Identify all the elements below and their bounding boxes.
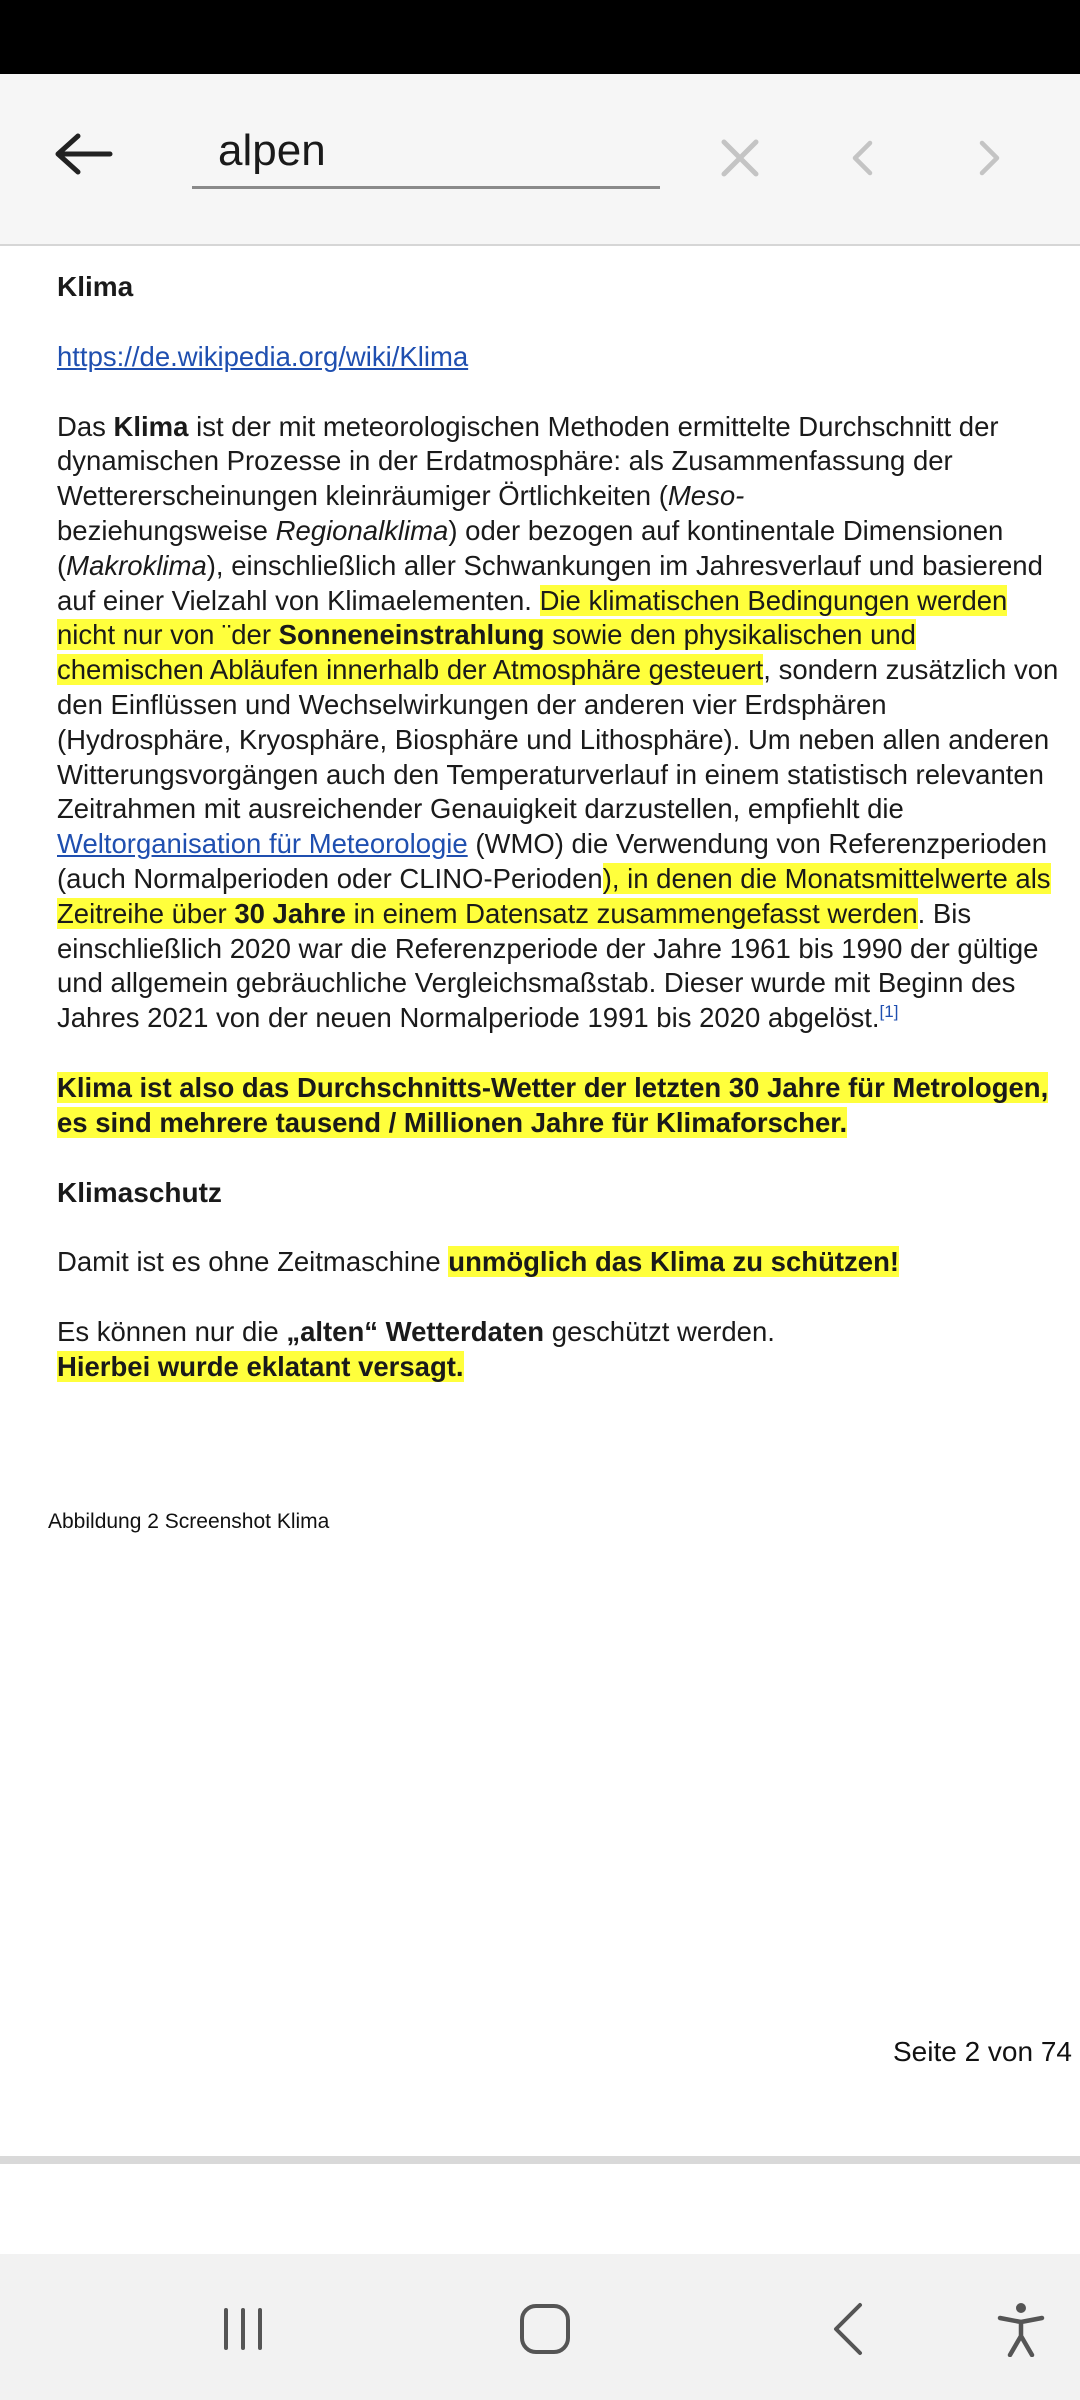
recent-apps-icon — [218, 2304, 268, 2354]
recent-apps-button[interactable] — [188, 2274, 298, 2384]
chevron-right-icon — [978, 140, 1002, 176]
clear-search-button[interactable] — [700, 118, 780, 198]
next-page-area — [0, 2164, 1080, 2254]
home-button[interactable] — [490, 2274, 600, 2384]
home-icon — [517, 2301, 573, 2357]
highlight: in einem Datensatz zusammengefasst werden — [345, 897, 918, 929]
document-page — [0, 246, 1080, 2156]
klima-paragraph: Das Klima ist der mit meteorologischen Methoden ermittelte Durchschnitt der dynamischen Prozesse in der Erdatmosphäre: als Zusammenfassung der Wettererscheinungen kleinräumiger Örtlichkeiten (Meso- beziehungsweise Regionalklima) oder bezogen auf kontinentale Dimensionen (Makroklima), einschließlich aller Schwankungen im Jahresverlauf und basierend auf einer Vielzahl von Klimaelementen. Die klimatischen Bedingungen werden nicht nur von ¨der Sonneneinstrahlung sowie den physikalischen und chemischen Abläufen innerhalb der Atmosphäre gesteuert, sondern zusätzlich von den Einflüssen und Wechselwirkungen der anderen vier Erdsphären (Hydrosphäre, Kryosphäre, Biosphäre und Lithosphäre). Um neben allen anderen Witterungsvorgängen auch den Temperaturverlauf in einem statistisch relevanten Zeitrahmen mit ausreichender Genauigkeit darzustellen, empfiehlt die Weltorganisation für Meteorologie (WMO) die Verwendung von Referenzperioden (auch Normalperioden oder CLINO-Perioden), in denen die Monatsmittelwerte als Zeitreihe über 30 Jahre in einem Datensatz zusammengefasst werden. Bis einschließlich 2020 war die Referenzperiode der Jahre 1961 bis 1990 der gültige und allgemein gebräuchliche Vergleichsmaßstab. Dieser wurde mit Beginn des Jahres 2021 von der neuen Normalperiode 1991 bis 2020 abgelöst.[1] — [57, 410, 1059, 1034]
highlight: sowie den physikalischen und chemischen Abläufen innerhalb der Atmosphäre gesteuert — [57, 619, 916, 686]
wetterdaten-paragraph: Es können nur die „alten“ Wetterdaten geschützt werden. Hierbei wurde eklatant versagt. — [57, 1316, 775, 1382]
page-number: Seite 2 von 74 — [892, 2036, 1072, 2067]
previous-match-button[interactable] — [822, 118, 902, 198]
find-in-document-bar — [0, 74, 1080, 246]
back-chevron-icon — [828, 2301, 868, 2357]
back-button[interactable] — [44, 114, 124, 194]
accessibility-icon — [996, 2301, 1046, 2357]
system-back-button[interactable] — [793, 2274, 903, 2384]
search-input[interactable] — [218, 116, 638, 186]
section-heading: Klima — [57, 271, 134, 302]
summary-highlight: Klima ist also das Durchschnitts-Wetter der letzten 30 Jahre für Metrologen, es sind mehrere tausend / Millionen Jahre für Klimaforscher. — [57, 1071, 1049, 1138]
arrow-left-icon — [54, 132, 114, 176]
chevron-left-icon — [850, 140, 874, 176]
search-field[interactable] — [192, 116, 660, 189]
highlight: Sonneneinstrahlung — [278, 619, 545, 651]
close-icon — [720, 138, 760, 178]
highlight: 30 Jahre — [234, 897, 346, 929]
next-match-button[interactable] — [950, 118, 1030, 198]
highlight: ), in denen die Monatsmittelwerte als Zeitreihe über — [57, 862, 1051, 929]
page-divider — [0, 2156, 1080, 2164]
klimaschutz-paragraph: Damit ist es ohne Zeitmaschine unmöglich das Klima zu schützen! — [57, 1246, 900, 1278]
figure-caption: Abbildung 2 Screenshot Klima — [48, 1510, 330, 1533]
highlight: unmöglich das Klima zu schützen! — [448, 1246, 900, 1278]
status-bar — [0, 0, 1080, 74]
system-nav-bar — [0, 2254, 1080, 2400]
footnote-link[interactable]: [1] — [879, 1001, 899, 1021]
highlight: Hierbei wurde eklatant versagt. — [57, 1350, 464, 1382]
highlight: Die klimatischen Bedingungen werden nicht nur von ¨der — [57, 584, 1008, 651]
wikipedia-link[interactable]: https://de.wikipedia.org/wiki/Klima — [57, 340, 469, 372]
wmo-link[interactable]: Weltorganisation für Meteorologie — [57, 828, 468, 860]
document-content — [57, 270, 1067, 1385]
section-heading-klimaschutz: Klimaschutz — [57, 1176, 222, 1208]
accessibility-button[interactable] — [966, 2274, 1076, 2384]
